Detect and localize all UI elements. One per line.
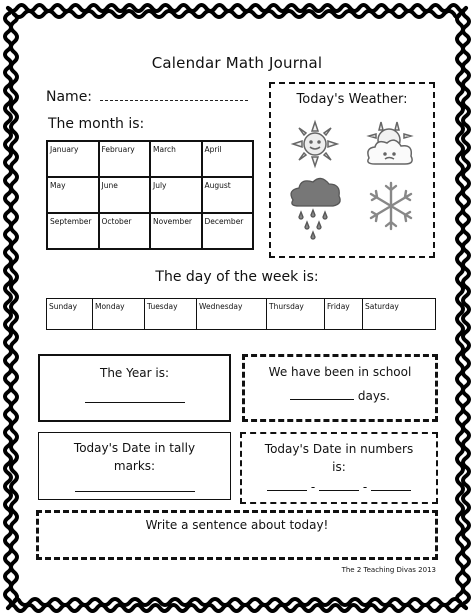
month-cell[interactable]: February <box>99 141 151 177</box>
month-cell[interactable]: January <box>47 141 99 177</box>
month-cell[interactable]: April <box>202 141 254 177</box>
month-cell[interactable]: October <box>99 213 151 249</box>
month-cell[interactable]: June <box>99 177 151 213</box>
rain-cloud-icon[interactable] <box>285 176 345 242</box>
journal-page <box>28 36 446 580</box>
day-cell[interactable]: Saturday <box>365 302 399 311</box>
school-days-answer-line[interactable] <box>290 389 354 400</box>
tally-label-line2: marks: <box>113 459 156 473</box>
month-cell[interactable]: December <box>202 213 254 249</box>
name-label: Name: <box>46 89 93 105</box>
school-days-label: We have been in school <box>268 365 412 379</box>
month-cell[interactable]: March <box>150 141 202 177</box>
weather-title: Today's Weather: <box>296 92 408 107</box>
numbers-year-line[interactable] <box>371 480 411 491</box>
numbers-label-line1: Today's Date in numbers <box>264 442 414 456</box>
sun-icon[interactable] <box>289 118 341 170</box>
numbers-day-line[interactable] <box>319 480 359 491</box>
name-row <box>46 88 248 105</box>
numbers-month-line[interactable] <box>267 480 307 491</box>
partly-cloudy-icon[interactable] <box>361 116 419 172</box>
month-cell[interactable]: July <box>150 177 202 213</box>
tally-label-line1: Today's Date in tally <box>73 441 196 455</box>
tally-date-box <box>38 432 231 500</box>
name-field[interactable] <box>100 88 248 101</box>
snowflake-icon[interactable] <box>365 180 417 232</box>
day-cell[interactable]: Wednesday <box>197 299 267 329</box>
weather-box <box>269 82 435 258</box>
sentence-label: Write a sentence about today! <box>145 518 329 532</box>
day-of-week-grid <box>46 298 436 330</box>
tally-answer-line[interactable] <box>75 481 195 492</box>
month-cell[interactable]: May <box>47 177 99 213</box>
credit-text: The 2 Teaching Divas 2013 <box>341 566 436 574</box>
year-label: The Year is: <box>100 366 169 380</box>
school-days-box <box>242 354 438 422</box>
day-cell[interactable]: Thursday <box>267 299 325 329</box>
day-cell[interactable]: Monday <box>93 299 145 329</box>
school-days-suffix: days. <box>357 389 390 403</box>
page-title: Calendar Math Journal <box>151 54 323 72</box>
day-cell[interactable]: Sunday <box>47 299 93 329</box>
numbers-date-box: Today's Date in numbers is: - - <box>240 432 438 504</box>
day-cell[interactable]: Friday <box>325 299 363 329</box>
month-heading: The month is: <box>48 116 145 132</box>
sentence-box[interactable] <box>36 510 438 560</box>
month-cell[interactable]: September <box>47 213 99 249</box>
day-cell[interactable]: Tuesday <box>145 299 197 329</box>
month-grid <box>46 140 254 250</box>
month-cell[interactable]: November <box>150 213 202 249</box>
year-box <box>38 354 231 422</box>
year-answer-line[interactable] <box>85 392 185 403</box>
numbers-label-line2: is: <box>332 460 346 474</box>
day-of-week-heading: The day of the week is: <box>155 269 319 285</box>
month-cell[interactable]: August <box>202 177 254 213</box>
